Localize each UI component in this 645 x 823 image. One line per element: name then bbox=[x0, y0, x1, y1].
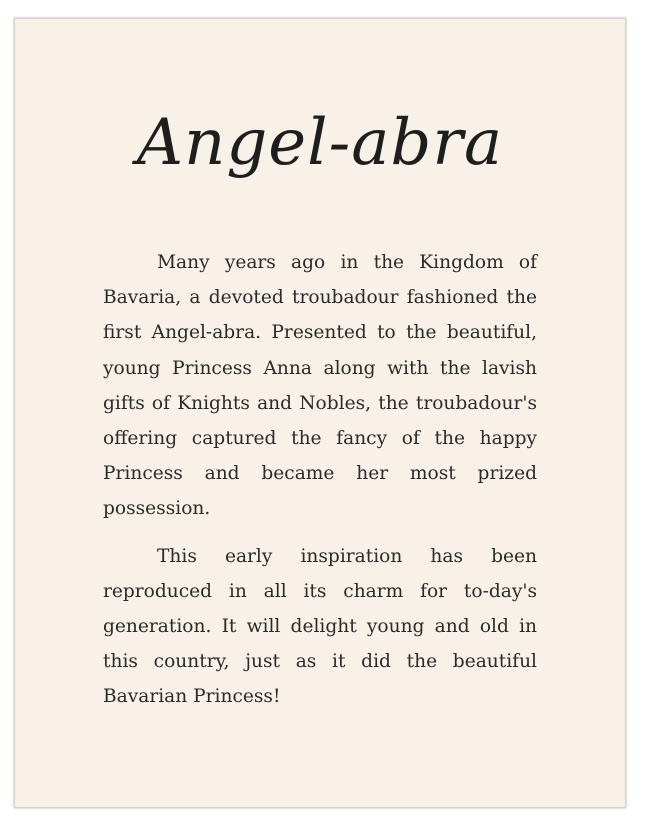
document-page bbox=[14, 18, 626, 808]
paragraph-1: Many years ago in the Kingdom of Bavaria, a devoted troubadour fashioned the first Angel-abra. Presented to the beautiful, young Princess Anna along with the lavish gifts of Knights and Nobles, the troubadour's offering captured the fancy of the happy Princess and became her most prized possession. bbox=[103, 252, 537, 520]
document-title: Angel-abra bbox=[136, 106, 504, 180]
paragraph-2: This early inspiration has been reproduced in all its charm for to-day's generation. It will delight young and old in this country, just as it did the beautiful Bavarian Princess! bbox=[103, 545, 537, 708]
document-body bbox=[103, 245, 537, 727]
